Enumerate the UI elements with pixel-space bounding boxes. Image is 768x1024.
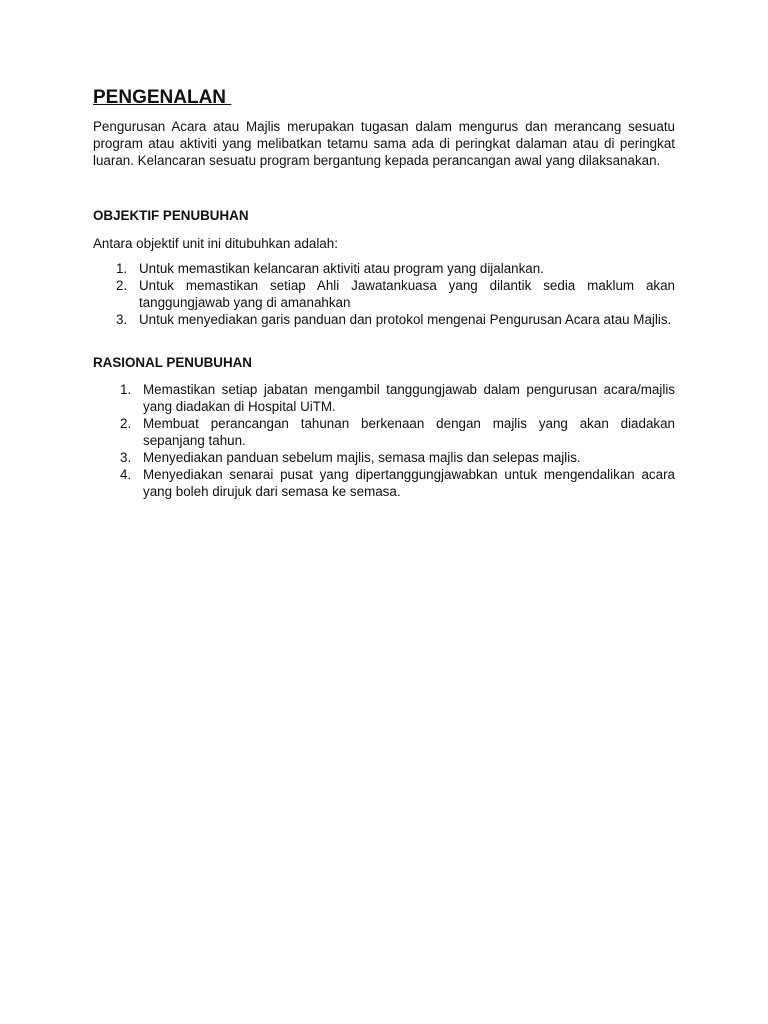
list-item-number: 1. <box>116 261 128 276</box>
list-item-number: 3. <box>116 312 128 327</box>
list-item-number: 1. <box>120 382 132 397</box>
list-item-number: 4. <box>120 467 132 482</box>
list-item <box>93 415 675 449</box>
list-item <box>93 466 675 500</box>
objektif-intro: Antara objektif unit ini ditubuhkan adalah: <box>93 236 338 251</box>
list-item-text: Menyediakan panduan sebelum majlis, semasa majlis dan selepas majlis. <box>143 450 581 465</box>
list-item-number: 2. <box>116 278 128 293</box>
list-item <box>93 449 675 466</box>
list-item <box>93 260 675 277</box>
list-item-number: 3. <box>120 450 132 465</box>
objektif-heading: OBJEKTIF PENUBUHAN <box>93 208 249 223</box>
list-item-text: Untuk menyediakan garis panduan dan protokol mengenai Pengurusan Acara atau Majlis. <box>139 312 672 327</box>
list-item-text: Untuk memastikan kelancaran aktiviti atau program yang dijalankan. <box>139 261 544 276</box>
list-item-number: 2. <box>120 416 132 431</box>
intro-paragraph: Pengurusan Acara atau Majlis merupakan tugasan dalam mengurus dan merancang sesuatu program atau aktiviti yang melibatkan tetamu sama ada di peringkat dalaman atau di peringkat luaran. Kelancaran sesuatu program bergantung kepada perancangan awal yang dilaksanakan. <box>93 119 675 168</box>
document-page <box>93 86 675 500</box>
rasional-heading: RASIONAL PENUBUHAN <box>93 355 252 370</box>
page-title: PENGENALAN <box>93 87 232 108</box>
list-item <box>93 277 675 311</box>
list-item <box>93 311 675 328</box>
rasional-list <box>93 381 675 500</box>
list-item <box>93 381 675 415</box>
list-item-text: Untuk memastikan setiap Ahli Jawatankuasa yang dilantik sedia maklum akan tanggungjawab yang di amanahkan <box>139 278 675 310</box>
list-item-text: Membuat perancangan tahunan berkenaan dengan majlis yang akan diadakan sepanjang tahun. <box>143 416 675 448</box>
list-item-text: Menyediakan senarai pusat yang dipertanggungjawabkan untuk mengendalikan acara yang boleh dirujuk dari semasa ke semasa. <box>143 467 675 499</box>
objektif-list <box>93 260 675 328</box>
list-item-text: Memastikan setiap jabatan mengambil tanggungjawab dalam pengurusan acara/majlis yang diadakan di Hospital UiTM. <box>143 382 675 414</box>
